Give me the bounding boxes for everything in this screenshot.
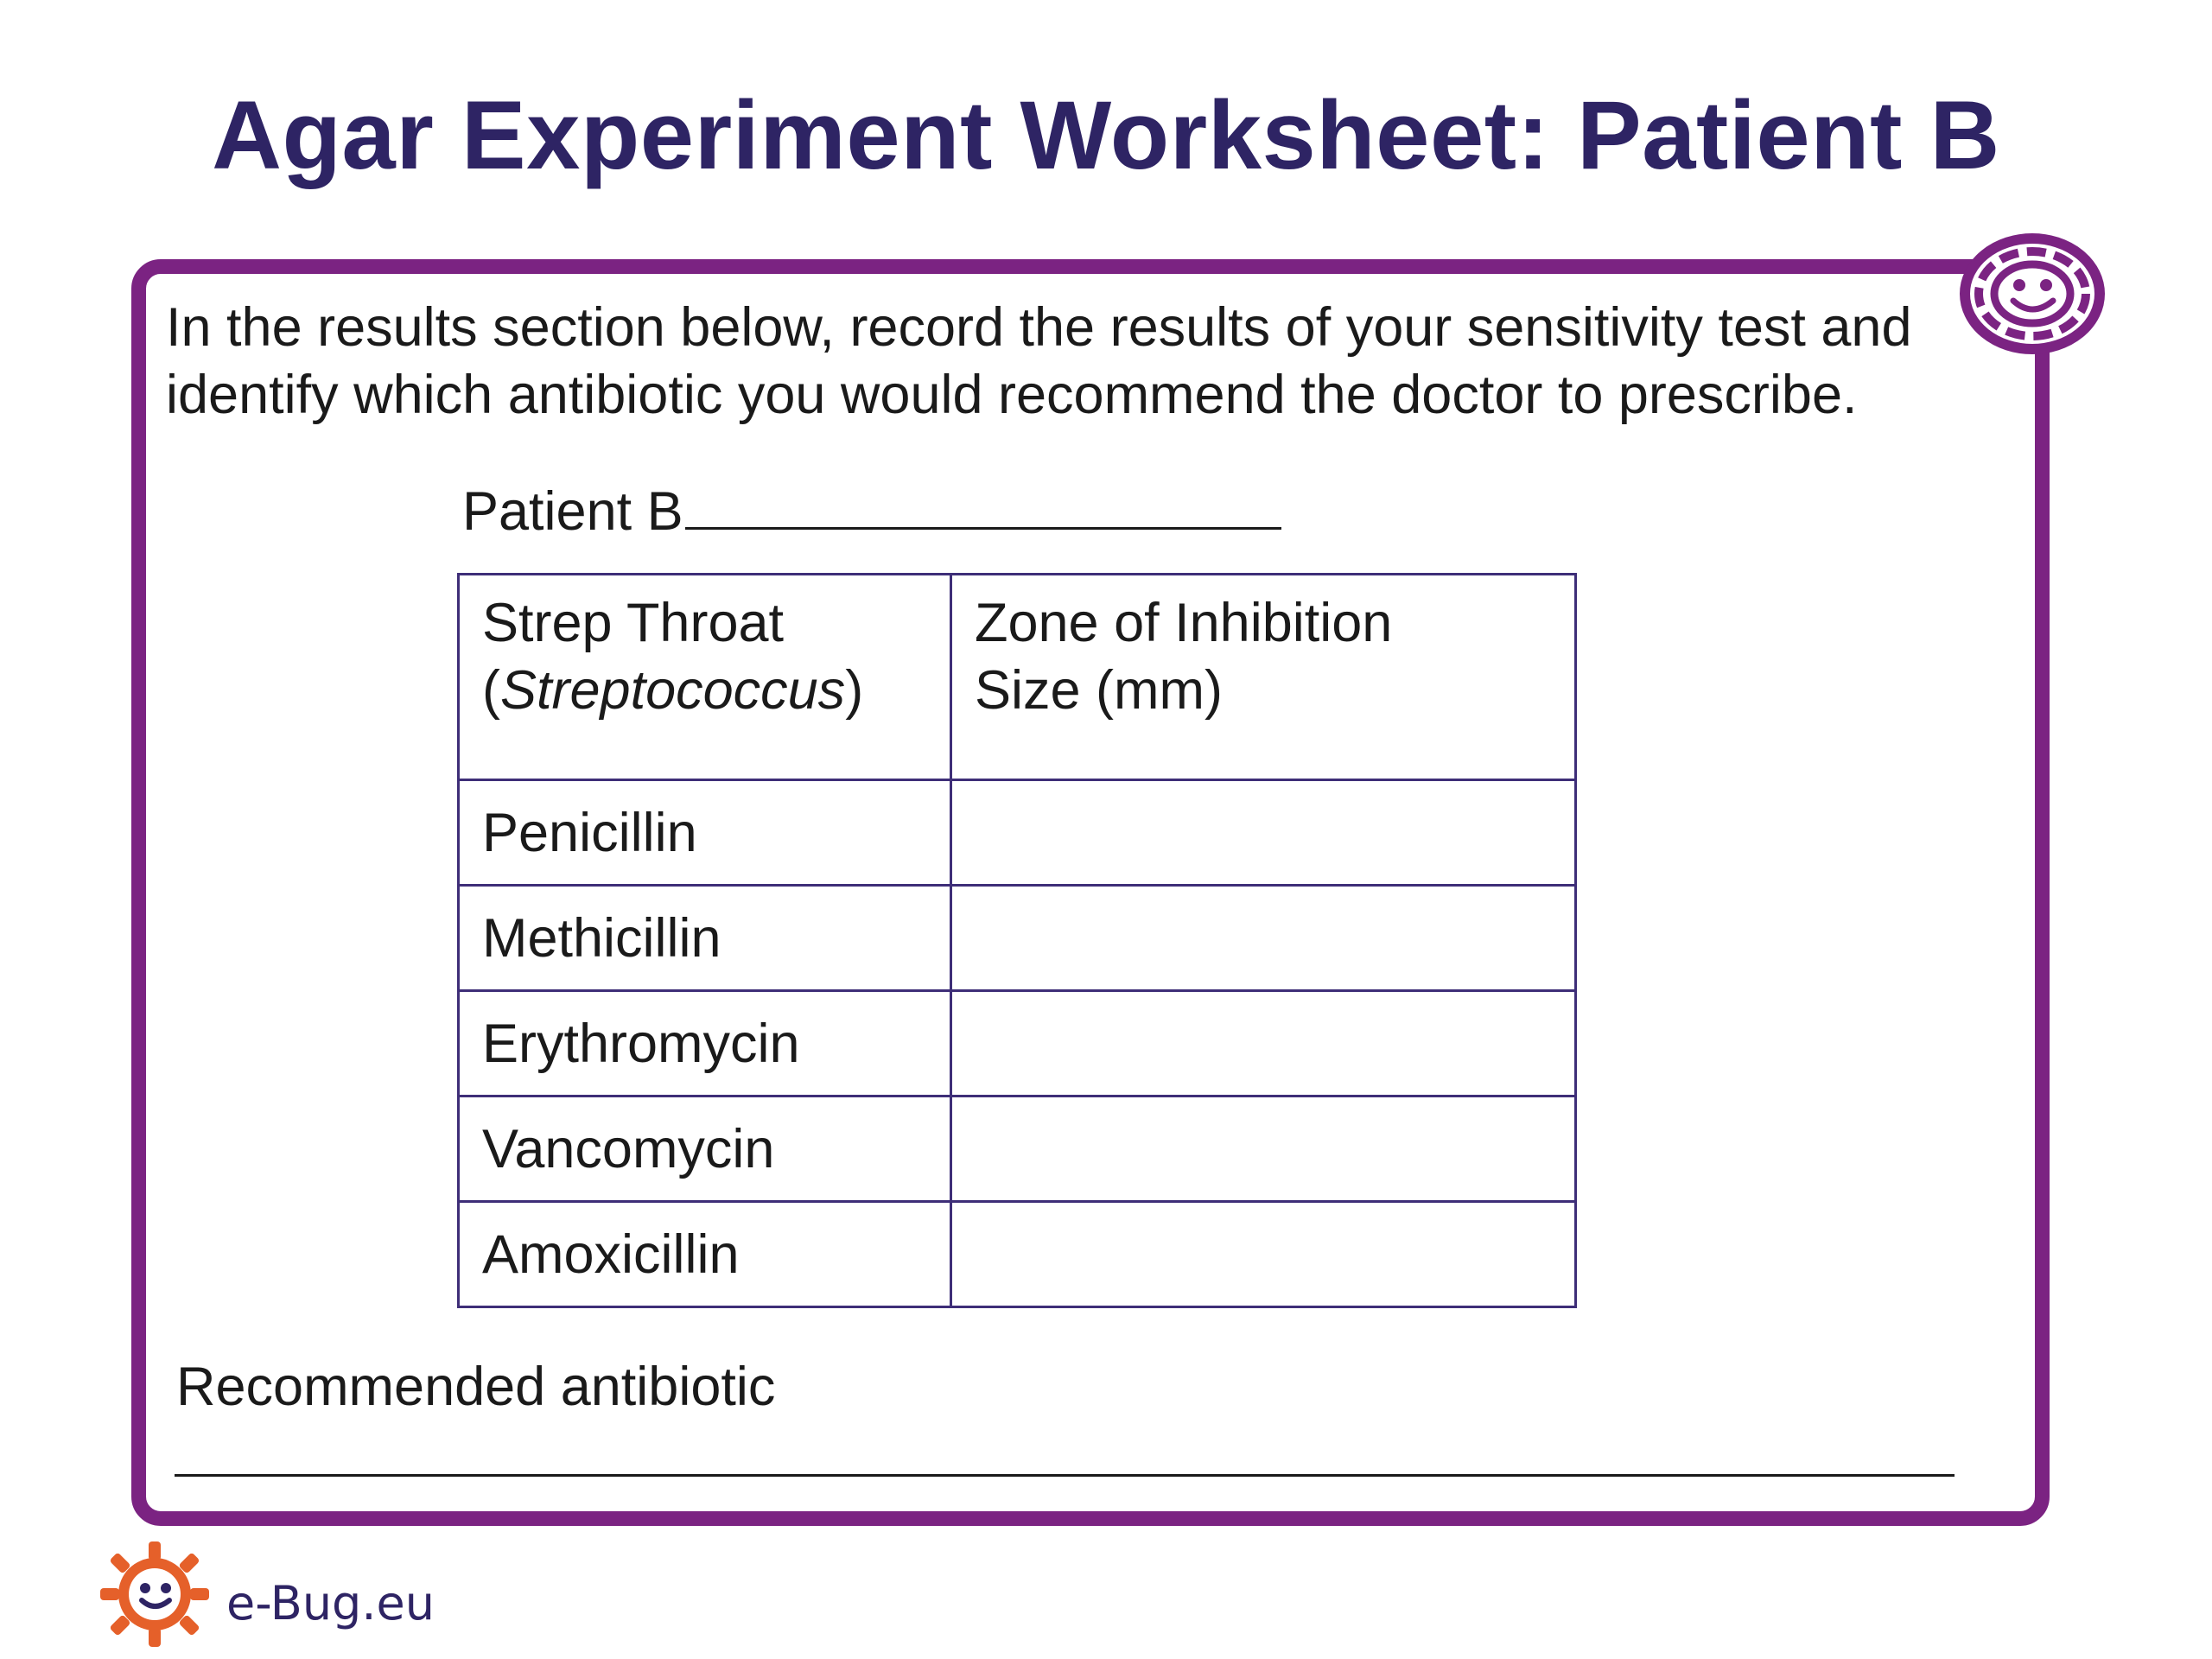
- table-row: [459, 886, 1576, 991]
- header-organism-line-2: [482, 657, 927, 724]
- antibiotic-name: Penicillin: [459, 780, 951, 886]
- zone-size-cell[interactable]: [951, 1096, 1576, 1202]
- table-row: [459, 780, 1576, 886]
- footer-brand-text: e-Bug.eu: [226, 1576, 435, 1630]
- results-table: [457, 573, 1577, 1308]
- paren-open: (: [482, 660, 500, 721]
- recommended-antibiotic-label: Recommended antibiotic: [176, 1357, 776, 1417]
- header-zone-line-2: Size (mm): [975, 660, 1223, 721]
- patient-name-field[interactable]: [462, 474, 1281, 545]
- patient-label: Patient B: [462, 481, 683, 542]
- table-row: [459, 991, 1576, 1096]
- header-organism-line-1: Strep Throat: [482, 593, 785, 653]
- header-organism: [459, 575, 951, 780]
- organism-name: Streptococcus: [499, 660, 846, 721]
- instructions-text: [166, 294, 1963, 429]
- zone-size-cell[interactable]: [951, 1202, 1576, 1307]
- zone-size-cell[interactable]: [951, 991, 1576, 1096]
- instructions-line-2: identify which antibiotic you would recommend the doctor to prescribe.: [166, 365, 1858, 425]
- table-row: [459, 1096, 1576, 1202]
- e-bug-logo-icon: [95, 1538, 216, 1650]
- recommended-antibiotic-blank[interactable]: [175, 1474, 1955, 1477]
- paren-close: ): [845, 660, 864, 721]
- header-zone-size: [951, 575, 1576, 780]
- antibiotic-name: Vancomycin: [459, 1096, 951, 1202]
- header-zone-line-1: Zone of Inhibition: [975, 593, 1393, 653]
- patient-name-blank[interactable]: [685, 474, 1281, 530]
- table-row: [459, 1202, 1576, 1307]
- bug-mascot-icon: [1949, 230, 2105, 359]
- zone-size-cell[interactable]: [951, 886, 1576, 991]
- antibiotic-name: Erythromycin: [459, 991, 951, 1096]
- page-title: Agar Experiment Worksheet: Patient B: [212, 81, 2000, 189]
- antibiotic-name: Methicillin: [459, 886, 951, 991]
- antibiotic-name: Amoxicillin: [459, 1202, 951, 1307]
- zone-size-cell[interactable]: [951, 780, 1576, 886]
- table-header-row: [459, 575, 1576, 780]
- instructions-line-1: In the results section below, record the results of your sensitivity test and: [166, 297, 1912, 358]
